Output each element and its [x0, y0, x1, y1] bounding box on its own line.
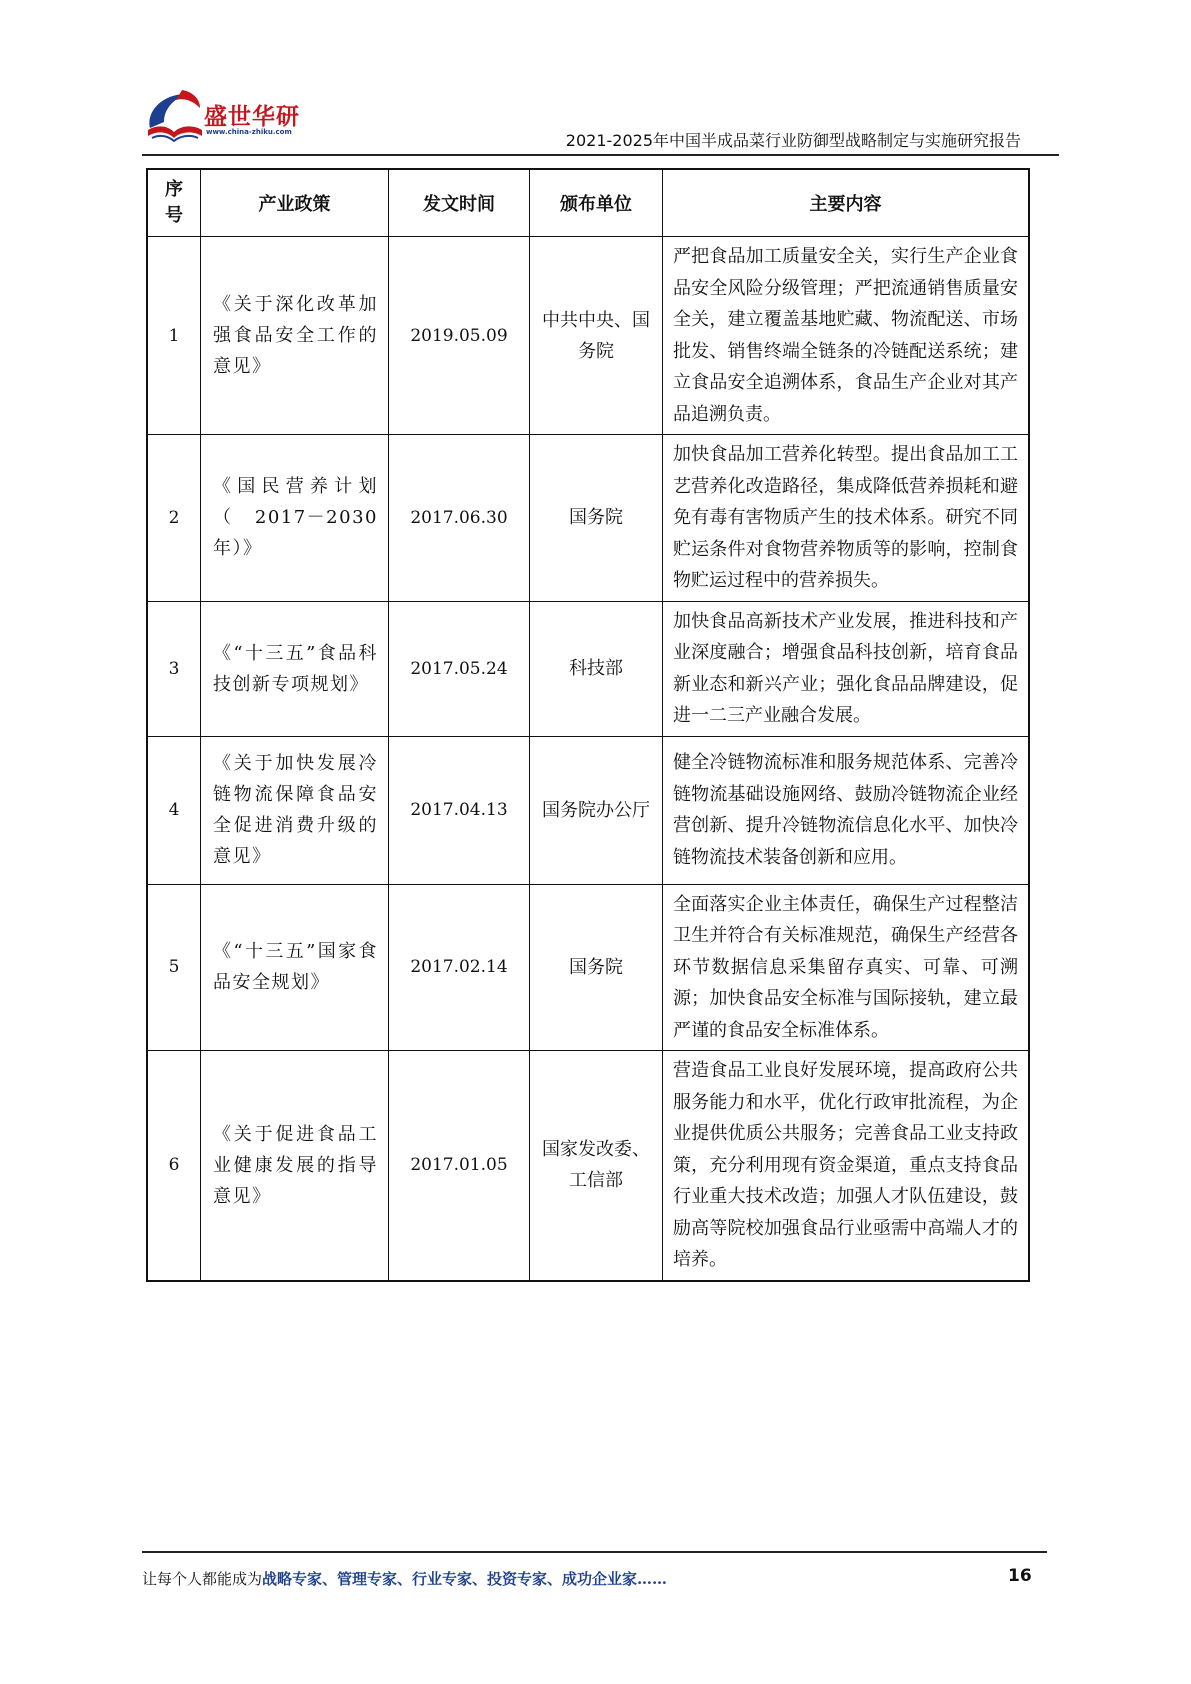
table-row [147, 237, 1029, 435]
row-policy: 《关于促进食品工业健康发展的指导意见》 [201, 1051, 389, 1281]
footer-slogan-highlight: 战略专家、管理专家、行业专家、投资专家、成功企业家…… [262, 1570, 668, 1588]
row-policy: 《关于深化改革加强食品安全工作的意见》 [201, 237, 389, 435]
book-logo-icon [142, 88, 206, 144]
row-no: 5 [147, 884, 201, 1051]
row-no: 4 [147, 736, 201, 884]
row-no: 2 [147, 435, 201, 602]
row-date: 2017.02.14 [389, 884, 530, 1051]
table-row [147, 1051, 1029, 1281]
row-unit: 国务院办公厅 [530, 736, 663, 884]
row-unit: 国务院 [530, 884, 663, 1051]
row-policy: 《关于加快发展冷链物流保障食品安全促进消费升级的意见》 [201, 736, 389, 884]
row-unit: 国家发改委、工信部 [530, 1051, 663, 1281]
row-no: 6 [147, 1051, 201, 1281]
row-no: 1 [147, 237, 201, 435]
logo-name: 盛世华研 [204, 104, 300, 130]
report-title: 2021-2025年中国半成品菜行业防御型战略制定与实施研究报告 [565, 131, 1021, 150]
row-no: 3 [147, 601, 201, 736]
header-unit: 颁布单位 [530, 169, 663, 237]
logo-url: www.china-zhiku.com [206, 128, 292, 136]
row-date: 2019.05.09 [389, 237, 530, 435]
row-content: 健全冷链物流标准和服务规范体系、完善冷链物流基础设施网络、鼓励冷链物流企业经营创新、提升冷链物流信息化水平、加快冷链物流技术装备创新和应用。 [663, 736, 1030, 884]
page-header [142, 84, 1059, 156]
page-number: 16 [1008, 1566, 1032, 1586]
table-row [147, 884, 1029, 1051]
header-content: 主要内容 [663, 169, 1030, 237]
row-date: 2017.05.24 [389, 601, 530, 736]
row-content: 加快食品加工营养化转型。提出食品加工工艺营养化改造路径，集成降低营养损耗和避免有毒有害物质产生的技术体系。研究不同贮运条件对食物营养物质等的影响，控制食物贮运过程中的营养损失。 [663, 435, 1030, 602]
row-unit: 科技部 [530, 601, 663, 736]
table-header-row [147, 169, 1029, 237]
policy-table [146, 168, 1030, 1282]
header-divider [142, 154, 1059, 156]
row-date: 2017.04.13 [389, 736, 530, 884]
footer-divider [142, 1551, 1047, 1553]
row-date: 2017.06.30 [389, 435, 530, 602]
table-row [147, 435, 1029, 602]
row-date: 2017.01.05 [389, 1051, 530, 1281]
row-content: 营造食品工业良好发展环境，提高政府公共服务能力和水平，优化行政审批流程，为企业提供优质公共服务；完善食品工业支持政策，充分利用现有资金渠道，重点支持食品行业重大技术改造；加强人才队伍建设，鼓励高等院校加强食品行业亟需中高端人才的培养。 [663, 1051, 1030, 1281]
header-date: 发文时间 [389, 169, 530, 237]
company-logo [142, 84, 322, 144]
table-row [147, 736, 1029, 884]
row-content: 严把食品加工质量安全关，实行生产企业食品安全风险分级管理；严把流通销售质量安全关，建立覆盖基地贮藏、物流配送、市场批发、销售终端全链条的冷链配送系统；建立食品安全追溯体系，食品生产企业对其产品追溯负责。 [663, 237, 1030, 435]
row-policy: 《国民营养计划（2017－2030年）》 [201, 435, 389, 602]
header-no-label: 序号 [165, 179, 183, 226]
row-content: 全面落实企业主体责任，确保生产过程整洁卫生并符合有关标准规范，确保生产经营各环节数据信息采集留存真实、可靠、可溯源；加快食品安全标准与国际接轨，建立最严谨的食品安全标准体系。 [663, 884, 1030, 1051]
row-policy: 《“十三五”食品科技创新专项规划》 [201, 601, 389, 736]
footer-slogan-lead: 让每个人都能成为 [142, 1570, 263, 1588]
header-policy: 产业政策 [201, 169, 389, 237]
header-no [147, 169, 201, 237]
row-unit: 中共中央、国务院 [530, 237, 663, 435]
table-row [147, 601, 1029, 736]
row-unit: 国务院 [530, 435, 663, 602]
row-content: 加快食品高新技术产业发展，推进科技和产业深度融合；增强食品科技创新，培育食品新业态和新兴产业；强化食品品牌建设，促进一二三产业融合发展。 [663, 601, 1030, 736]
footer-slogan [142, 1568, 667, 1589]
row-policy: 《“十三五”国家食品安全规划》 [201, 884, 389, 1051]
